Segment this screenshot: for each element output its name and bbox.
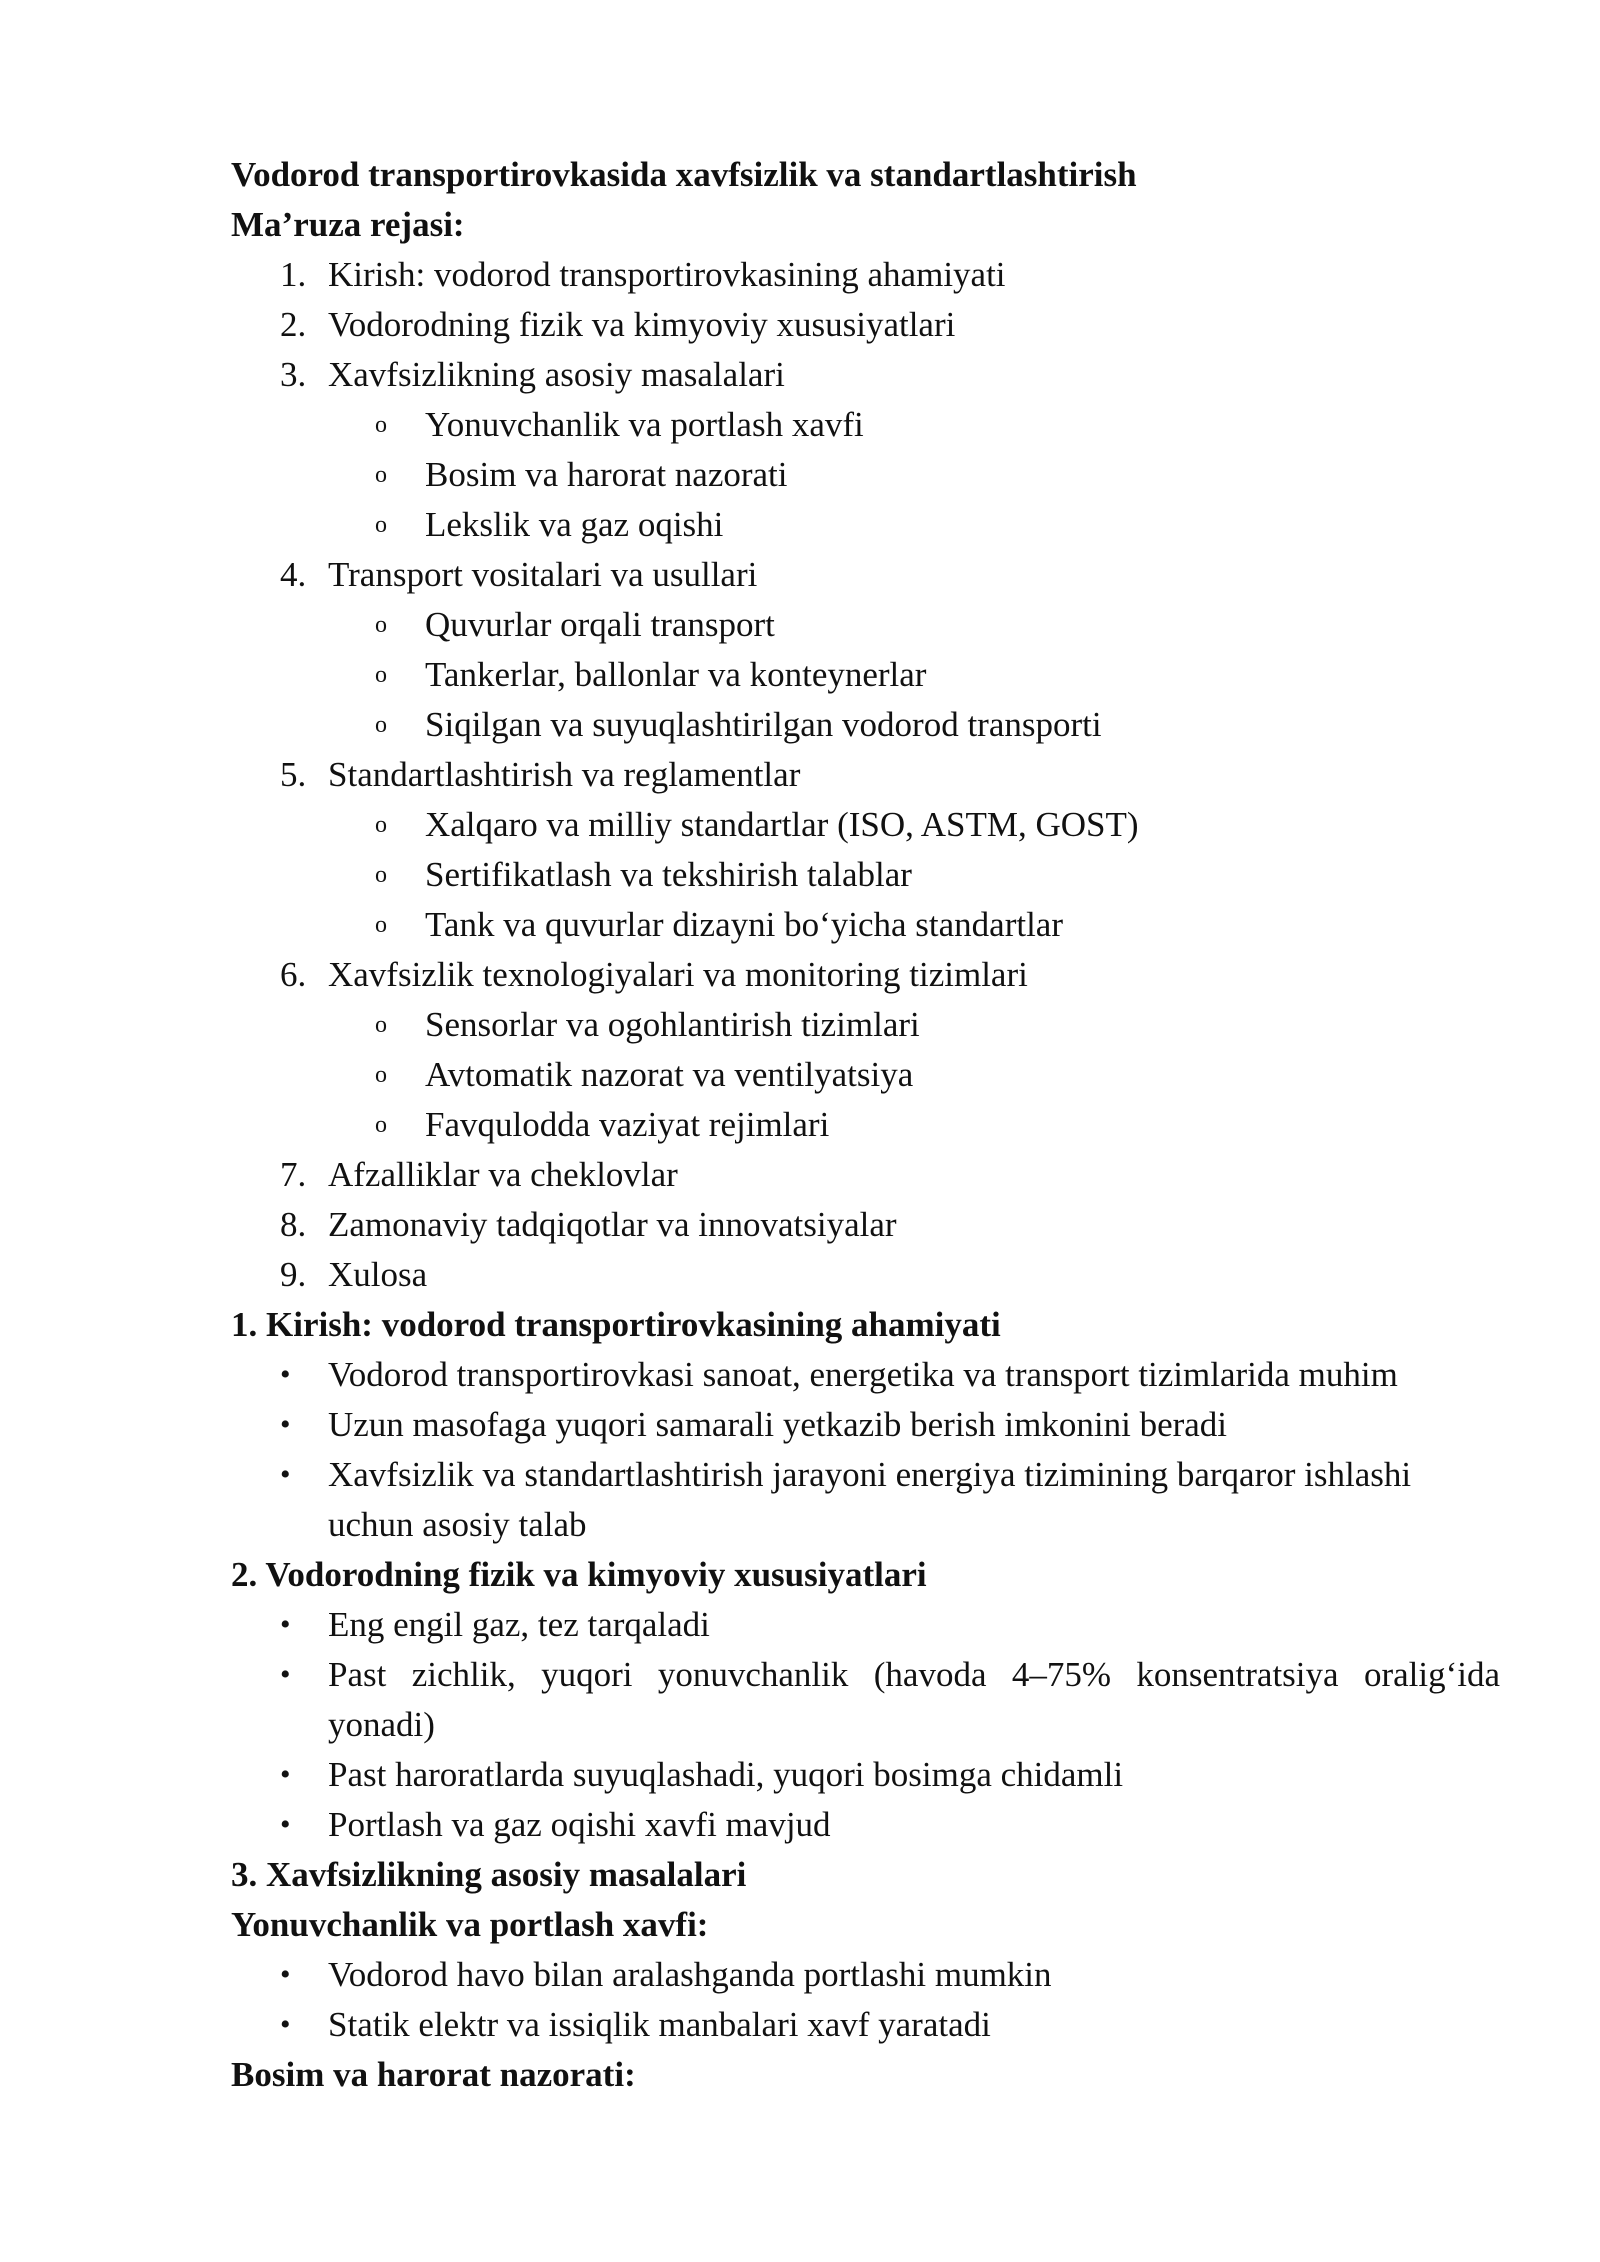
sub-bullet-marker: o [375,712,387,738]
sub-bullet-marker: o [375,512,387,538]
section-3-heading: 3. Xavfsizlikning asosiy masalalari [231,1855,747,1894]
section-1-bullet: Vodorod transportirovkasi sanoat, energetika va transport tizimlarida muhim [328,1355,1398,1394]
sub-bullet-marker: o [375,462,387,488]
plan-item-7-number: 7. [280,1155,307,1194]
plan-item-8-number: 8. [280,1205,307,1244]
bullet-marker: • [280,1408,291,1441]
sub-bullet-marker: o [375,612,387,638]
plan-subitem: Bosim va harorat nazorati [425,455,788,494]
plan-subitem: Favqulodda vaziyat rejimlari [425,1105,830,1144]
plan-subitem: Lekslik va gaz oqishi [425,505,724,544]
bullet-marker: • [280,2008,291,2041]
sub-bullet-marker: o [375,912,387,938]
section-1-bullet: Uzun masofaga yuqori samarali yetkazib berish imkonini beradi [328,1405,1228,1444]
section-2-bullet-continuation: yonadi) [328,1705,435,1744]
section-2-heading: 2. Vodorodning fizik va kimyoviy xususiyatlari [231,1555,927,1594]
plan-item-1: Kirish: vodorod transportirovkasining ahamiyati [328,255,1006,294]
section-1-heading: 1. Kirish: vodorod transportirovkasining ahamiyati [231,1305,1001,1344]
section-2-bullet: Past haroratlarda suyuqlashadi, yuqori bosimga chidamli [328,1755,1124,1794]
sub-bullet-marker: o [375,862,387,888]
bullet-marker: • [280,1958,291,1991]
section-1-bullet-continuation: uchun asosiy talab [328,1505,587,1544]
plan-subitem: Avtomatik nazorat va ventilyatsiya [425,1055,914,1094]
sub-bullet-marker: o [375,812,387,838]
section-3-subheading: Yonuvchanlik va portlash xavfi: [231,1905,709,1944]
plan-subitem: Siqilgan va suyuqlashtirilgan vodorod transporti [425,705,1102,744]
section-1-bullet: Xavfsizlik va standartlashtirish jarayoni energiya tizimining barqaror ishlashi [328,1455,1412,1494]
sub-bullet-marker: o [375,1112,387,1138]
plan-subitem: Xalqaro va milliy standartlar (ISO, ASTM, GOST) [425,805,1139,844]
bullet-marker: • [280,1658,291,1691]
plan-item-3-number: 3. [280,355,307,394]
plan-item-1-number: 1. [280,255,307,294]
bullet-marker: • [280,1808,291,1841]
plan-subitem: Tank va quvurlar dizayni bo‘yicha standartlar [425,905,1063,944]
plan-item-4: Transport vositalari va usullari [328,555,758,594]
section-3-bullet: Statik elektr va issiqlik manbalari xavf yaratadi [328,2005,991,2044]
sub-bullet-marker: o [375,662,387,688]
bullet-marker: • [280,1358,291,1391]
section-3-subheading: Bosim va harorat nazorati: [231,2055,636,2094]
bullet-marker: • [280,1608,291,1641]
plan-item-6-number: 6. [280,955,307,994]
plan-item-2: Vodorodning fizik va kimyoviy xususiyatlari [328,305,956,344]
document-title: Vodorod transportirovkasida xavfsizlik va standartlashtirish [231,155,1137,194]
plan-item-8: Zamonaviy tadqiqotlar va innovatsiyalar [328,1205,897,1244]
sub-bullet-marker: o [375,1062,387,1088]
plan-heading: Ma’ruza rejasi: [231,205,465,244]
section-2-bullet: Eng engil gaz, tez tarqaladi [328,1605,710,1644]
bullet-marker: • [280,1458,291,1491]
plan-item-2-number: 2. [280,305,307,344]
plan-item-7: Afzalliklar va cheklovlar [328,1155,678,1194]
plan-item-3: Xavfsizlikning asosiy masalalari [328,355,785,394]
plan-subitem: Sensorlar va ogohlantirish tizimlari [425,1005,920,1044]
plan-item-9: Xulosa [328,1255,428,1294]
plan-item-5: Standartlashtirish va reglamentlar [328,755,801,794]
section-3-bullet: Vodorod havo bilan aralashganda portlashi mumkin [328,1955,1052,1994]
plan-subitem: Yonuvchanlik va portlash xavfi [425,405,864,444]
sub-bullet-marker: o [375,412,387,438]
plan-item-9-number: 9. [280,1255,307,1294]
sub-bullet-marker: o [375,1012,387,1038]
plan-item-4-number: 4. [280,555,307,594]
bullet-marker: • [280,1758,291,1791]
plan-subitem: Quvurlar orqali transport [425,605,775,644]
section-2-bullet: Past zichlik, yuqori yonuvchanlik (havoda 4–75% konsentratsiya oralig‘ida [328,1655,1500,1694]
plan-item-5-number: 5. [280,755,307,794]
plan-subitem: Tankerlar, ballonlar va konteynerlar [425,655,927,694]
section-2-bullet: Portlash va gaz oqishi xavfi mavjud [328,1805,831,1844]
plan-item-6: Xavfsizlik texnologiyalari va monitoring tizimlari [328,955,1028,994]
plan-subitem: Sertifikatlash va tekshirish talablar [425,855,912,894]
